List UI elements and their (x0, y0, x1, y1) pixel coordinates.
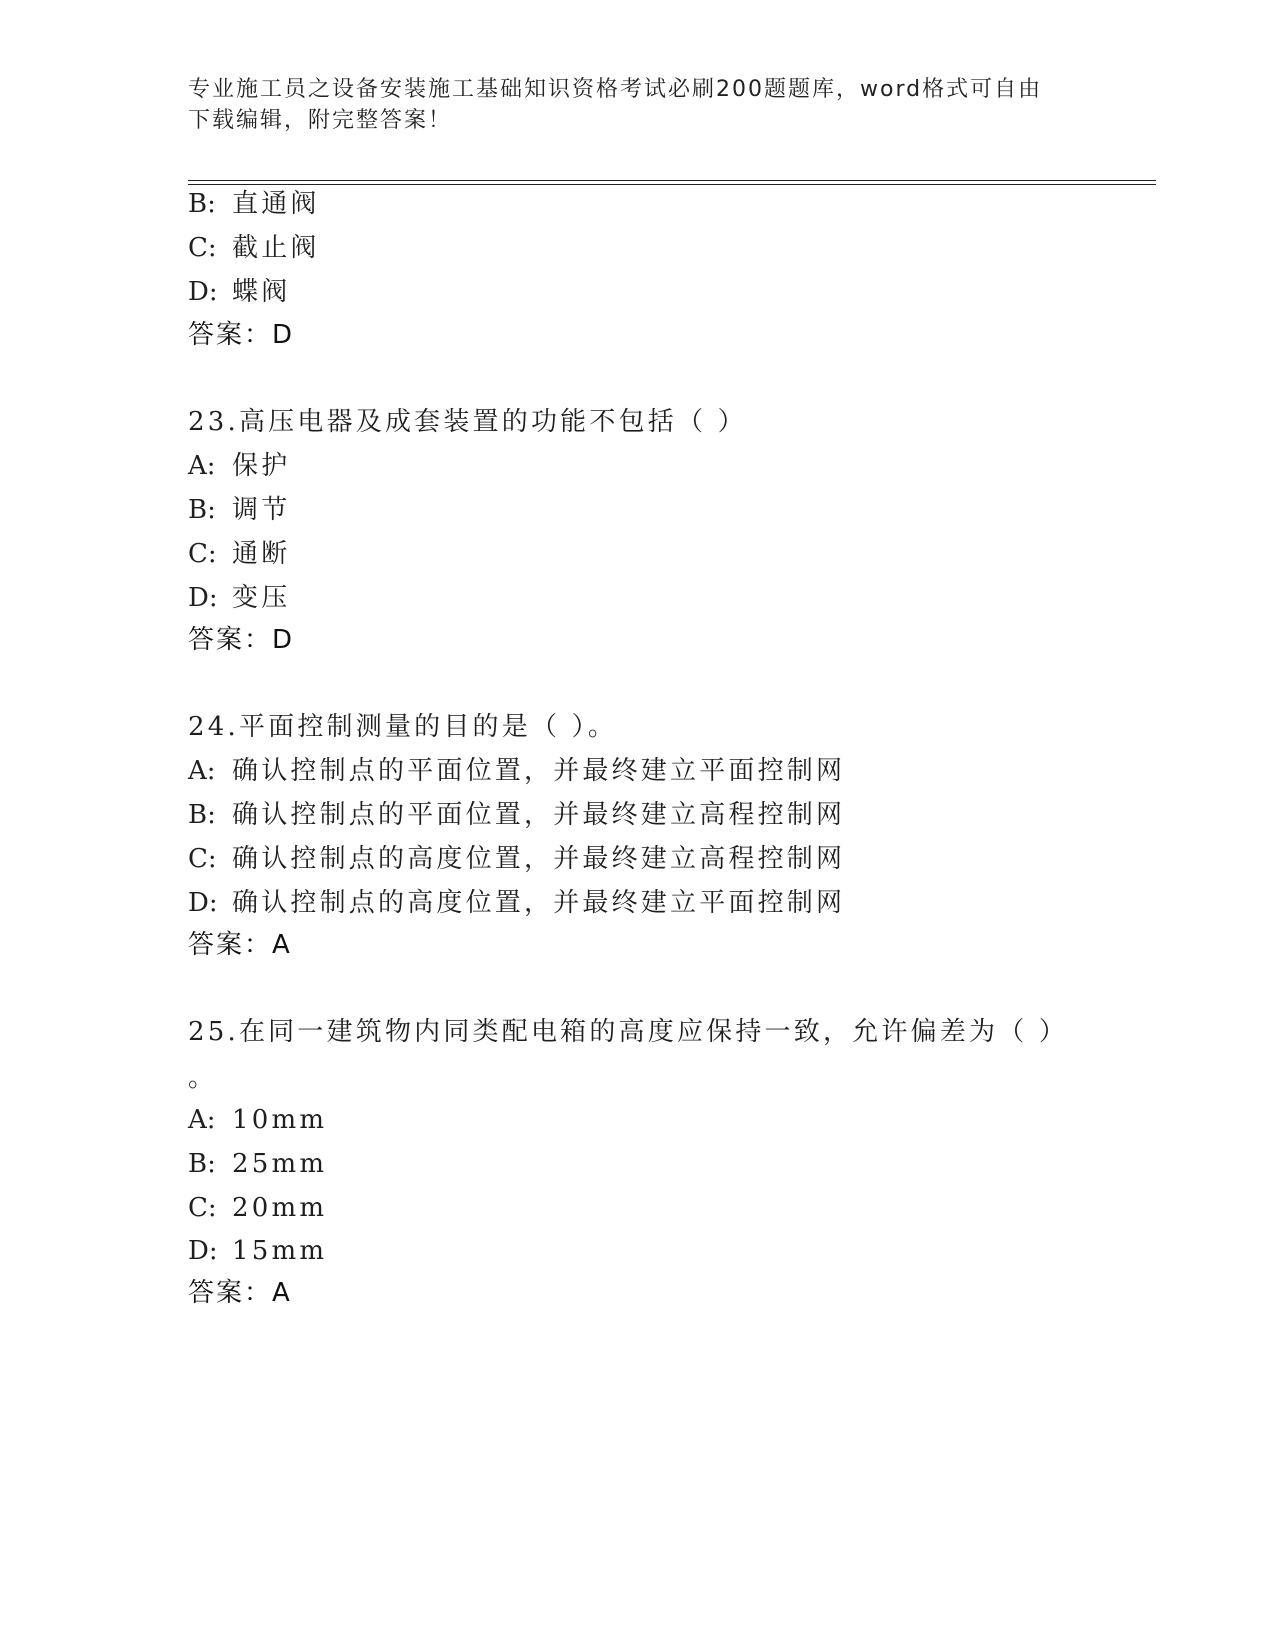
q25-option-d (188, 1234, 327, 1268)
q22-option-c (188, 231, 320, 265)
option-text: 15mm (232, 1236, 328, 1266)
option-text: 通断 (232, 539, 291, 569)
document-header (188, 74, 1078, 136)
option-label: B: (188, 189, 216, 219)
option-text: 保护 (232, 451, 291, 481)
option-label: D: (188, 1236, 218, 1266)
option-text: 确认控制点的高度位置，并最终建立高程控制网 (232, 844, 846, 874)
option-text: 蝶阀 (232, 277, 291, 307)
option-label: C: (188, 844, 217, 874)
option-label: C: (188, 539, 217, 569)
q22-option-b (188, 187, 320, 221)
option-text: 变压 (232, 583, 291, 613)
option-text: 20mm (232, 1193, 328, 1223)
option-label: B: (188, 1149, 216, 1179)
option-label: B: (188, 800, 216, 830)
option-text: 确认控制点的平面位置，并最终建立平面控制网 (232, 756, 846, 786)
option-label: D: (188, 583, 218, 613)
q23-question: 23.高压电器及成套装置的功能不包括（ ） (188, 407, 747, 437)
option-label: A: (188, 756, 216, 786)
q24-option-d (188, 886, 845, 920)
q24-option-b (188, 798, 845, 832)
q23-answer: 答案：D (188, 625, 295, 655)
q24-question: 24.平面控制测量的目的是（ ）。 (188, 712, 618, 742)
q23-option-d (188, 581, 290, 615)
q24-option-a (188, 754, 845, 788)
q23-option-b (188, 493, 290, 527)
option-label: C: (188, 233, 217, 263)
option-text: 确认控制点的高度位置，并最终建立平面控制网 (232, 888, 846, 918)
q25-option-a (188, 1103, 327, 1137)
q24-option-c (188, 842, 845, 876)
header-divider-bottom (188, 184, 1156, 185)
q24-answer: 答案：A (188, 930, 292, 960)
q25-answer: 答案：A (188, 1278, 292, 1308)
header-title-line-2: 下载编辑，附完整答案！ (188, 108, 453, 133)
q25-question-line-1: 25.在同一建筑物内同类配电箱的高度应保持一致，允许偏差为（ ） (188, 1017, 1069, 1047)
option-label: C: (188, 1193, 217, 1223)
option-text: 10mm (232, 1105, 328, 1135)
option-label: B: (188, 495, 216, 525)
option-text: 直通阀 (232, 189, 320, 219)
q23-option-a (188, 449, 290, 483)
option-label: A: (188, 451, 216, 481)
q23-option-c (188, 537, 290, 571)
q22-option-d (188, 275, 290, 309)
option-label: D: (188, 888, 218, 918)
option-text: 截止阀 (232, 233, 320, 263)
q22-answer: 答案：D (188, 320, 295, 350)
option-text: 25mm (232, 1149, 328, 1179)
header-title-line-1: 专业施工员之设备安装施工基础知识资格考试必刷200题题库，word格式可自由 (188, 77, 1043, 102)
q25-option-b (188, 1147, 327, 1181)
option-label: A: (188, 1105, 216, 1135)
option-label: D: (188, 277, 218, 307)
q25-question-line-2: 。 (188, 1063, 218, 1093)
option-text: 确认控制点的平面位置，并最终建立高程控制网 (232, 800, 846, 830)
option-text: 调节 (232, 495, 291, 525)
header-divider-top (188, 180, 1156, 181)
q25-option-c (188, 1191, 327, 1225)
